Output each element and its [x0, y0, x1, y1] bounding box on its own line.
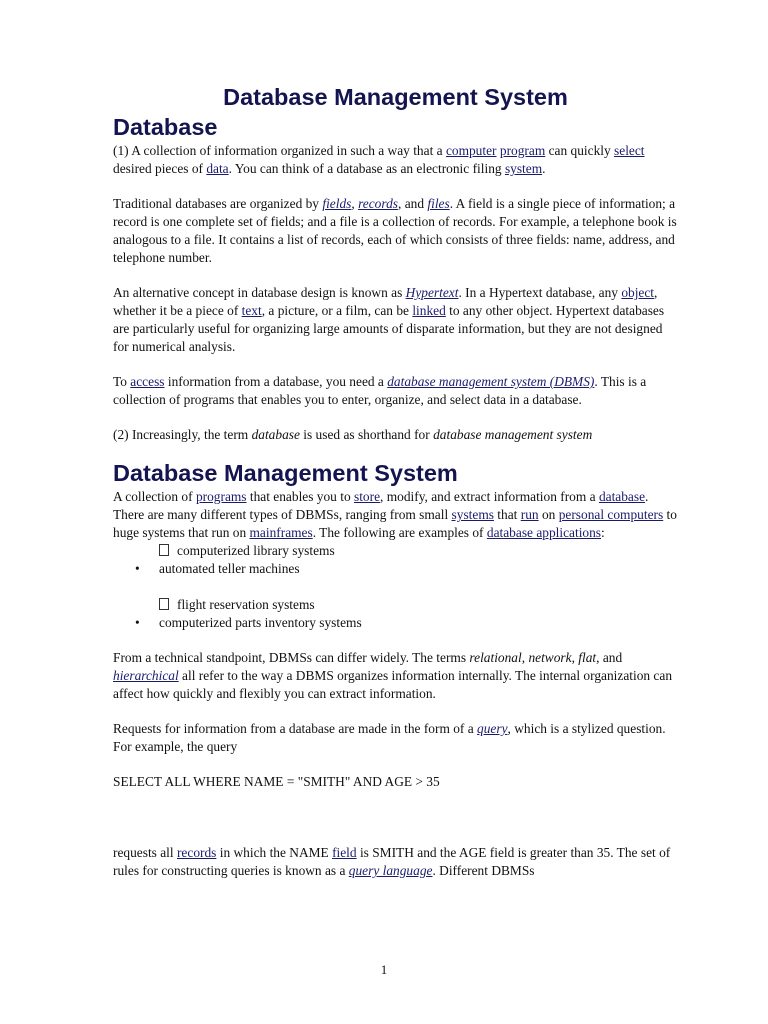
paragraph-traditional-databases: Traditional databases are organized by fields, records, and files. A field is a single piece of information; a record is one complete set of fields; and a file is a collection of records. For example, a telephone book is analogous to a file. It contains a list of records, each of which consists of three fields: name, address, and telephone number. [113, 196, 677, 265]
link-dbms[interactable]: database management system (DBMS) [387, 374, 595, 389]
link-fields[interactable]: fields [322, 196, 352, 211]
link-data[interactable]: data [206, 161, 229, 176]
link-run[interactable]: run [520, 507, 539, 522]
bullet-icon: • [135, 561, 140, 576]
section-heading-database: Database [113, 114, 218, 140]
link-linked[interactable]: linked [412, 303, 446, 318]
paragraph-definition-2: (2) Increasingly, the term database is used as shorthand for database management system [113, 427, 593, 442]
link-query[interactable]: query [477, 721, 508, 736]
link-access[interactable]: access [130, 374, 165, 389]
link-hypertext[interactable]: Hypertext [405, 285, 459, 300]
link-store[interactable]: store [354, 489, 381, 504]
document-page [113, 82, 678, 880]
paragraph-hypertext: An alternative concept in database design is known as Hypertext. In a Hypertext database, any object, whether it be a piece of text, a picture, or a film, can be linked to any other object. Hypertext databases are particularly useful for organizing large amounts of disparate information, but they are not designed for numerical analysis. [113, 285, 665, 354]
link-systems[interactable]: systems [451, 507, 494, 522]
link-program[interactable]: program [499, 143, 546, 158]
section-heading-dbms: Database Management System [113, 460, 458, 486]
link-database-applications[interactable]: database applications [486, 525, 602, 540]
link-select[interactable]: select [614, 143, 645, 158]
link-computer[interactable]: computer [445, 143, 497, 158]
link-query-language[interactable]: query language [348, 863, 433, 878]
checkbox-glyph-icon [159, 598, 169, 610]
paragraph-technical-standpoint: From a technical standpoint, DBMSs can differ widely. The terms relational, network, flat, and hierarchical all refer to the way a DBMS organizes information internally. The internal organization can affect how quickly and flexibly you can extract information. [113, 650, 673, 701]
link-records-2[interactable]: records [176, 845, 217, 860]
paragraph-query-explanation: requests all records in which the NAME field is SMITH and the AGE field is greater than 35. The set of rules for constructing queries is known as a query language. Different DBMSs [113, 845, 671, 878]
link-programs[interactable]: programs [195, 489, 247, 504]
list-item: computerized library systems [113, 542, 678, 560]
list-item: flight reservation systems [113, 596, 678, 614]
link-records[interactable]: records [358, 196, 398, 211]
checkbox-glyph-icon [159, 544, 169, 556]
link-files[interactable]: files [427, 196, 450, 211]
paragraph-access: To access information from a database, you need a database management system (DBMS). This is a collection of programs that enables you to enter, organize, and select data in a database. [113, 374, 647, 407]
document-title: Database Management System [223, 84, 568, 110]
link-text[interactable]: text [241, 303, 262, 318]
link-field[interactable]: field [332, 845, 357, 860]
list-item: • automated teller machines [135, 561, 300, 576]
page-number: 1 [380, 962, 388, 977]
paragraph-requests: Requests for information from a database are made in the form of a query, which is a stylized question. For example, the query [113, 721, 666, 754]
link-database[interactable]: database [598, 489, 646, 504]
link-hierarchical[interactable]: hierarchical [113, 668, 179, 683]
paragraph-definition-1: (1) A collection of information organized in such a way that a computer program can quickly select desired pieces of data. You can think of a database as an electronic filing system. [113, 143, 645, 176]
bullet-icon: • [135, 615, 140, 630]
link-system[interactable]: system [504, 161, 543, 176]
link-mainframes[interactable]: mainframes [249, 525, 313, 540]
paragraph-dbms-intro: A collection of programs that enables you to store, modify, and extract information from a database. There are many different types of DBMSs, ranging from small systems that run on personal computers to huge systems that run on mainframes. The following are examples of database applications: [113, 489, 677, 540]
list-item: • computerized parts inventory systems [135, 615, 362, 630]
query-example: SELECT ALL WHERE NAME = "SMITH" AND AGE > 35 [113, 774, 440, 789]
link-personal-computers[interactable]: personal computers [558, 507, 664, 522]
link-object[interactable]: object [621, 285, 655, 300]
